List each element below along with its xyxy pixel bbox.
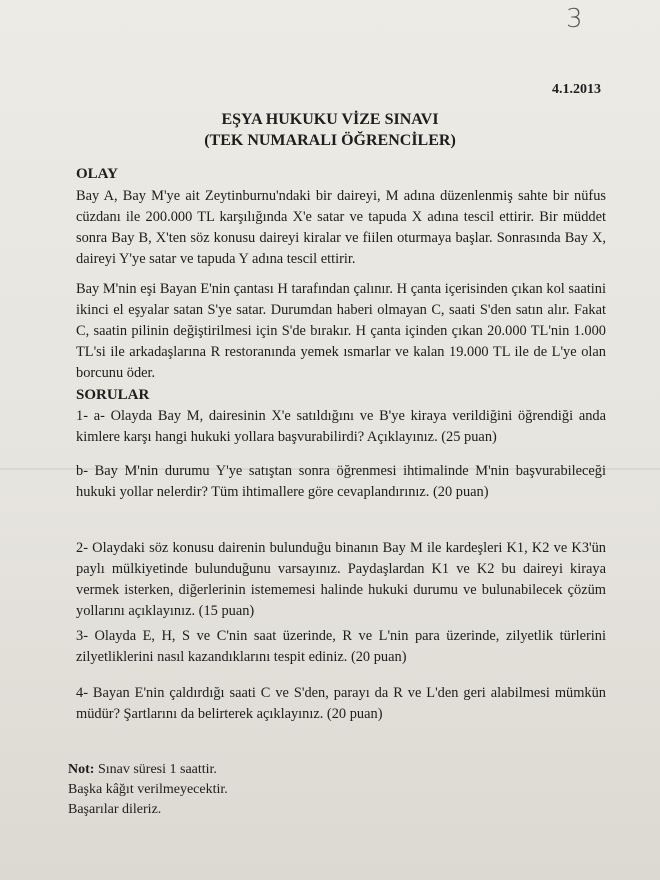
note-label: Not:	[68, 762, 95, 777]
olay-paragraph-2: Bay M'nin eşi Bayan E'nin çantası H tarafından çalınır. H çanta içerisinden çıkan kol saatini ikinci el eşyalar satan S'ye satar. Durumdan haberi olmayan C, saati S'den satın alır. Fakat C, saatin pilinin değiştirilmesi için S'de bırakır. H çanta içinden çıkan 20.000 TL'nin 1.000 TL'si ile arkadaşlarına R restoranında yemek ısmarlar ve kalan 19.000 TL ile de L'ye olan borcunu öder.	[76, 281, 606, 381]
exam-subtitle: (TEK NUMARALI ÖĞRENCİLER)	[204, 132, 456, 149]
question-4: 4- Bayan E'nin çaldırdığı saati C ve S'den, parayı da R ve L'den geri alabilmesi mümkün müdür? Şartlarını da belirterek açıklayınız. (20 puan)	[76, 685, 606, 722]
question-1a: 1- a- Olayda Bay M, dairesinin X'e satıldığını ve B'ye kiraya verildiğini öğrendiği anda kimlere karşı hangi hukuki yollara başvurabilirdi? Açıklayınız. (25 puan)	[76, 408, 606, 445]
question-3: 3- Olayda E, H, S ve C'nin saat üzerinde, R ve L'nin para üzerinde, zilyetlik türlerini zilyetliklerini nasıl kazandıklarını tespit ediniz. (20 puan)	[76, 628, 606, 665]
note-text-1: Sınav süresi 1 saattir.	[94, 762, 217, 777]
olay-paragraph-1: Bay A, Bay M'ye ait Zeytinburnu'ndaki bir daireyi, M adına düzenlenmiş sahte bir nüfus cüzdanı ile 200.000 TL karşılığında X'e satar ve tapuda X adına tescil ettirir. Bir müddet sonra Bay B, X'ten söz konusu daireyi kiralar ve fiilen oturmaya başlar. Sonrasında Bay X, daireyi Y'ye satar ve tapuda Y adına tescil ettirir.	[76, 188, 606, 267]
note-line-3: Başarılar dileriz.	[68, 802, 162, 817]
olay-heading: OLAY	[76, 166, 118, 182]
note-line-1	[68, 760, 217, 780]
question-2: 2- Olaydaki söz konusu dairenin bulunduğu binanın Bay M ile kardeşleri K1, K2 ve K3'ün paylı mülkiyetinde bulunduğunu varsayınız. Paydaşlardan K1 ve K2 bu daireyi kiraya vermek isterken, diğerlerinin istememesi halinde hukuki durumu ve bulunabilecek çözüm yollarını açıklayınız. (15 puan)	[76, 540, 606, 619]
exam-date: 4.1.2013	[552, 82, 601, 97]
question-1b: b- Bay M'nin durumu Y'ye satıştan sonra öğrenmesi ihtimalinde M'nin başvurabileceği hukuki yollar nelerdir? Tüm ihtimallere göre cevaplandırınız. (20 puan)	[76, 463, 606, 500]
exam-title: EŞYA HUKUKU VİZE SINAVI	[221, 111, 439, 128]
sorular-heading: SORULAR	[76, 387, 150, 403]
note-line-2: Başka kâğıt verilmeyecektir.	[68, 782, 228, 797]
handwritten-page-number: 3	[566, 4, 583, 34]
